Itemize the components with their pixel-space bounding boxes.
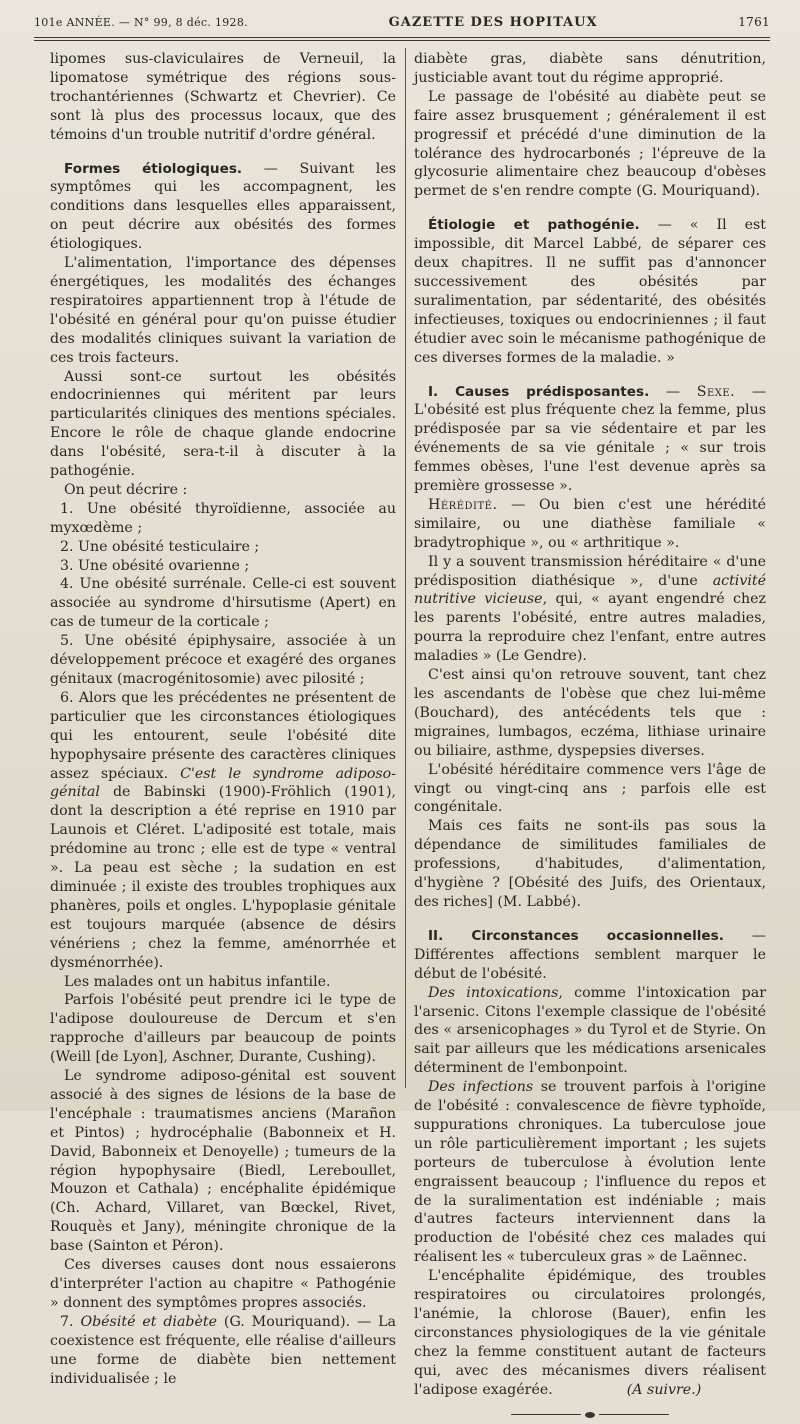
paragraph-text: — Suivant les symptômes qui les accompagnent, les conditions dans lesquelles elles apparaissent, on peut décrire aux obésités des formes étiologiques. <box>50 160 396 253</box>
column-divider <box>405 48 406 1088</box>
paragraph-etiologie <box>414 216 766 367</box>
item-text: de Babinski (1900)-Fröhlich (1901), dont la description a été reprise en 1910 par Launois et Cléret. L'adiposité est totale, mais prédomine au tronc ; elle est de type « ventral ». La peau est sèche ; la sudation en est diminuée ; il existe des troubles trophiques aux phanères, poils et ongles. L'hypoplasie génitale est toujours marquée (absence de désirs vénériens ; chez la femme, aménorrhée et dysménorrhée). <box>50 784 396 971</box>
paragraph: Mais ces faits ne sont-ils pas sous la dépendance de similitudes familiales de professions, d'habitudes, d'alimentation, d'hygiène ? [Obésité des Juifs, des Orientaux, des riches] (M. Labbé). <box>414 818 766 910</box>
list-item <box>50 689 396 973</box>
right-column <box>414 50 767 1398</box>
list-item <box>50 1313 396 1389</box>
paragraph-causes <box>414 383 766 496</box>
item-emphasis: C'est le syndrome adiposo-génital <box>50 765 397 801</box>
left-column <box>50 50 397 1387</box>
paragraph: L'alimentation, l'importance des dépenses énergétiques, les modalités des échanges respiratoires appartiennent trop à l'étude de l'obésité en général pour qu'on puisse étudier des modalités cliniques suivant la variation de ces trois facteurs. <box>50 255 396 366</box>
list-item: 5. Une obésité épiphysaire, associée à un développement précoce et exagéré des organes génitaux (macrogénitosomie) avec pilosité ; <box>50 633 396 687</box>
paragraph-text: — « Il est impossible, dit Marcel Labbé, de séparer ces deux chapitres. Il ne suffit pas d'annoncer successivement des obésités par suralimentation, par sédentarité, des obésités infectieuses, toxiques ou endocriniennes ; il faut étudier avec soin le mécanisme pathogénique de ces diverses formes de la maladie. » <box>414 217 766 366</box>
item-text: (G. Mouriquand). — La coexistence est fréquente, elle réalise d'ailleurs une forme de diabète bien nettement individualisée ; le <box>50 1313 397 1387</box>
to-be-continued: (A suivre.) <box>626 1381 702 1398</box>
list-item: 2. Une obésité testiculaire ; <box>60 538 260 555</box>
paragraph <box>414 984 766 1079</box>
paragraph-text: , comme l'intoxication par l'arsenic. Citons l'exemple classique de l'obésité des « arsenicophages » du Tyrol et de Styrie. On sait par ailleurs que les médications arsenicales déterminent de l'embonpoint. <box>414 984 766 1077</box>
section-heading: Étiologie et pathogénie. <box>428 217 640 234</box>
header-rule-double <box>34 40 770 41</box>
paragraph <box>414 1267 766 1399</box>
ornament-dot <box>585 1412 595 1418</box>
paragraph: lipomes sus-claviculaires de Verneuil, la lipomatose symétrique des régions sous-trochantériennes (Schwartz et Chevrier). Ce sont là plus des processus locaux, que des témoins d'un trouble nutritif d'ordre général. <box>50 51 396 143</box>
paragraph: diabète gras, diabète sans dénutrition, justiciable avant tout du régime approprié. <box>414 51 766 86</box>
paragraph-text: se trouvent parfois à l'origine de l'obésité : convalescence de fièvre typhoïde, suppurations chroniques. La tuberculose joue un rôle particulièrement important ; les sujets porteurs de tuberculose à évolution lente engraissent beaucoup ; l'influence du repos et de la suralimentation est indéniable ; mais d'autres facteurs interviennent dans la production de l'obésité chez ces malades qui réalisent les « tuberculeux gras » de Laënnec. <box>414 1079 766 1266</box>
page-header <box>34 10 770 34</box>
paragraph <box>414 553 766 666</box>
paragraph-text: — Différentes affections semblent marquer le début de l'obésité. <box>414 927 766 982</box>
paragraph-text: , qui, « ayant engendré chez les parents l'obésité, entre autres maladies, pourra la reproduire chez l'enfant, entre autres maladies » (Le Gendre). <box>414 591 766 665</box>
paragraph-heredite <box>414 496 766 553</box>
paragraph-text: — <box>649 383 697 400</box>
journal-title: GAZETTE DES HOPITAUX <box>388 14 598 30</box>
item-emphasis: Obésité et diabète <box>80 1313 218 1330</box>
list-item: 1. Une obésité thyroïdienne, associée au myxœdème ; <box>50 500 396 536</box>
paragraph: Parfois l'obésité peut prendre ici le type de l'adipose douloureuse de Dercum et s'en rapproche d'ailleurs par beaucoup de points (Weill [de Lyon], Aschner, Durante, Cushing). <box>50 992 396 1066</box>
subheading: Sexe. <box>696 383 736 400</box>
subheading: Hérédité. <box>428 496 498 513</box>
page-number: 1761 <box>738 15 770 29</box>
list-item: 3. Une obésité ovarienne ; <box>60 557 250 574</box>
end-ornament <box>414 1406 766 1418</box>
paragraph-text: — Ou bien c'est une hérédité similaire, ou une diathèse familiale « bradytrophique », ou « arthritique ». <box>414 496 766 551</box>
paragraph-emphasis: Des infections <box>428 1079 534 1096</box>
section-heading: I. Causes prédisposantes. <box>428 383 650 400</box>
paragraph-circonstances <box>414 927 766 984</box>
paragraph-text: Il y a souvent transmission héréditaire « d'une prédisposition diathésique », d'une <box>414 553 766 589</box>
paragraph: Ces diverses causes dont nous essaierons d'interpréter l'action au chapitre « Pathogénie » donnent des symptômes propres associés. <box>50 1257 396 1311</box>
list-item: 4. Une obésité surrénale. Celle-ci est souvent associée au syndrome d'hirsutisme (Apert) en cas de tumeur de la corticale ; <box>50 576 396 631</box>
paragraph-emphasis: activité nutritive vicieuse <box>414 572 766 608</box>
item-text: 7. <box>60 1313 81 1330</box>
ornament-line <box>511 1414 581 1415</box>
section-heading: II. Circonstances occasionnelles. <box>428 927 724 944</box>
paragraph-text: L'encéphalite épidémique, des troubles respiratoires ou circulatoires prolongés, l'anémie, la chlorose (Bauer), enfin les circonstances physiologiques de la vie génitale chez la femme constituent autant de facteurs qui, avec des mécanismes divers réalisent l'adipose exagérée. <box>414 1268 766 1398</box>
paragraph: C'est ainsi qu'on retrouve souvent, tant chez les ascendants de l'obèse que chez lui-même (Bouchard), des antécédents tels que : migraines, lumbagos, eczéma, lithiase urinaire ou biliaire, asthme, dyspepsies diverses. <box>414 667 766 759</box>
paragraph-text: — L'obésité est plus fréquente chez la femme, plus prédisposée par sa vie sédentaire et par les événements de sa vie génitale ; « sur trois femmes obèses, l'une l'est devenue après sa première grossesse ». <box>414 383 767 495</box>
issue-info: 101e ANNÉE. — N° 99, 8 déc. 1928. <box>34 15 248 29</box>
paragraph: On peut décrire : <box>64 481 188 498</box>
paragraph: Aussi sont-ce surtout les obésités endocriniennes qui méritent par leurs particularités cliniques des mentions spéciales. Encore le rôle de chaque glande endocrine dans l'obésité, sera-t-il à discuter à la pathogénie. <box>50 368 396 480</box>
paragraph: L'obésité héréditaire commence vers l'âge de vingt ou vingt-cinq ans ; parfois elle est congénitale. <box>414 761 766 816</box>
paragraph: Le syndrome adiposo-génital est souvent associé à des signes de lésions de la base de l'encéphale : traumatismes anciens (Marañon et Pintos) ; hydrocéphalie (Babonneix et H. David, Babonneix et Denoyelle) ; tumeurs de la région hypophysaire (Biedl, Lereboullet, Mouzon et Cathala) ; encéphalite épidémique (Ch. Achard, Villaret, van Bœckel, Rivet, Rouquès et Jany), méningite chronique de la base (Sainton et Péron). <box>50 1068 396 1255</box>
section-heading: Formes étiologiques. <box>64 160 243 177</box>
paragraph <box>414 1078 766 1267</box>
item-text: 6. Alors que les précédentes ne présentent de particulier que les circonstances étiologiques qui les entourent, seule l'obésité dite hypophysaire présente des caractères cliniques assez spéciaux. <box>50 689 396 782</box>
paragraph: Le passage de l'obésité au diabète peut se faire assez brusquement ; généralement il est progressif et précédé d'une diminution de la tolérance des hydrocarbonés ; l'épreuve de la glycosurie alimentaire chez beaucoup d'obèses permet de s'en rendre compte (G. Mouriquand). <box>414 88 766 200</box>
header-rule <box>34 37 770 38</box>
ornament-line <box>599 1414 669 1415</box>
paragraph-emphasis: Des intoxications <box>428 984 559 1001</box>
paragraph: Les malades ont un habitus infantile. <box>64 973 331 990</box>
paragraph-formes <box>50 160 396 255</box>
